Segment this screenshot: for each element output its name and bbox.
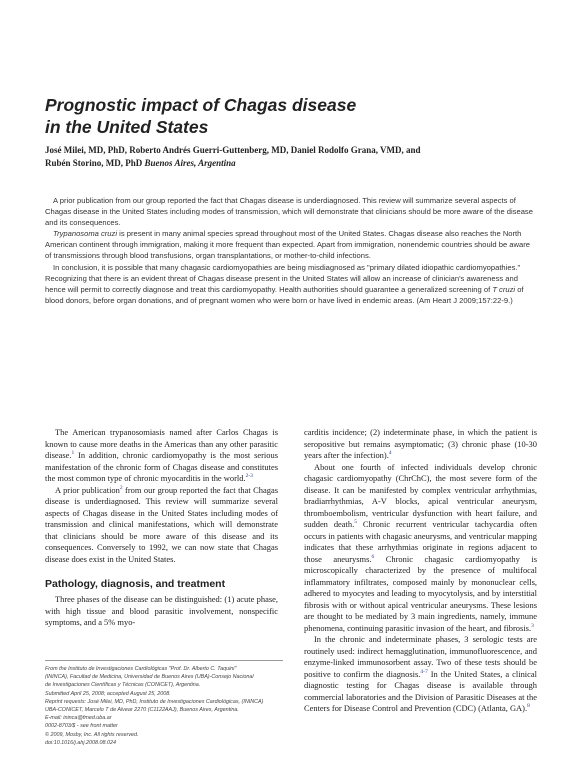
authors-line-2 — [45, 157, 545, 170]
body-paragraph-prior-publication — [45, 485, 278, 566]
footnote-line: © 2009, Mosby, Inc. All rights reserved. — [45, 731, 139, 738]
body-paragraph-chrchc — [304, 462, 537, 635]
body-paragraph-phases-cont — [304, 427, 537, 462]
citation-ref[interactable]: 4 — [388, 450, 392, 457]
body-right-column — [304, 427, 537, 715]
footnote-line: (ININCA), Facultad de Medicina, Universidad de Buenos Aires (UBA)-Consejo Nacional — [45, 674, 254, 681]
chrchc-text-c: Chronic chagasic cardiomyopathy is microscopically characterized by the presence of multifocal inflammatory infiltrates, composed mainly by mononuclear cells, adhered to myocytes and leading to myocytolysis, and by interstitial fibrosis with or without apical ventricular aneurysms. These lesions are thought to be mediated by 3 main ingredients, namely, immune phenomena, continuing parasitic invasion of the heart, and fibrosis. — [304, 553, 537, 633]
citation-ref[interactable]: 1 — [71, 450, 75, 457]
prior-text-a: A prior publication — [55, 484, 120, 495]
serology-text-a: In the chronic and indeterminate phases, 3 serologic tests are routinely used: indirect hemagglutination, immunofluorescence, and enzyme-linked immunosorbent assay. Two of these tests should be positive to confirm the diagnosis. — [304, 634, 537, 679]
abstract-paragraph-3-text-b: of blood donors, before organ donations, and of pregnant women who were born or have lived in endemic areas. (Am Heart J 2009;157:22-9.) — [45, 284, 524, 305]
title-line-1: Prognostic impact of Chagas disease — [45, 95, 357, 115]
footnote-doi[interactable]: doi:10.1016/j.ahj.2008.08.024 — [45, 739, 117, 746]
footnote-line: de Investigaciones Científicas y Técnicas (CONICET), Argentina. — [45, 682, 201, 689]
footnote-line: 0002-8703/$ - see front matter — [45, 723, 118, 730]
body-paragraph-phases: Three phases of the disease can be distinguished: (1) acute phase, with high tissue and blood parasitic involvement, nonspecific symptoms, and a 5% myo- — [45, 594, 278, 627]
title-line-2: in the United States — [45, 117, 209, 137]
abstract-paragraph-2-text: is present in many animal species spread throughout most of the United States. Chagas disease also reaches the North American continent through immigration, making it more frequent than expected. Apart from immigration, nonendemic countries should be aware of transmissions through blood transfusions, organ transplantations, or mother-to-child infections. — [45, 229, 530, 261]
abstract-paragraph-3-text-a: In conclusion, it is possible that many chagasic cardiomyopathies are being misdiagnosed as "primary dilated idiopathic cardiomyopathies." Recognizing that there is an evident threat of Chagas disease present in the United States will allow an increase of clinician's awareness and hence will permit to correctly diagnose and treat this cardiomyopathy. Health authorities should guarantee a generalized screening of — [45, 262, 521, 294]
author-location: Buenos Aires, Argentina — [144, 158, 236, 168]
citation-ref[interactable]: 8 — [527, 703, 530, 710]
citation-ref[interactable]: 2 — [119, 484, 123, 491]
body-paragraph-intro — [45, 427, 278, 485]
authors-line-2-names: Rubén Storino, MD, PhD — [45, 158, 143, 168]
citation-ref[interactable]: 4-7 — [420, 668, 428, 675]
footnote-line: Submitted April 25, 2008; accepted August 25, 2008. — [45, 690, 171, 697]
citation-ref[interactable]: 6 — [371, 553, 375, 560]
chrchc-text-a: About one fourth of infected individuals develop chronic chagasic cardiomyopathy (ChrChC), the most severe form of the disease. It can be manifested by complex ventricular arrhythmias, bradiarrhythmias, A-V blocks, apical ventricular aneurysm, thromboembolism, ventricular dysfunction with heart failure, and sudden death. — [304, 461, 537, 529]
footnote-block — [45, 665, 285, 747]
footnote-email[interactable]: E-mail: ininca@fmed.uba.ar — [45, 715, 112, 722]
intro-text-a: The American trypanosomiasis named after Carlos Chagas is known to cause more deaths in the Americas than any other parasitic disease. — [45, 427, 278, 460]
abstract-paragraph-1: A prior publication from our group reported the fact that Chagas disease is underdiagnosed. This review will summarize several aspects of Chagas disease in the United States including modes of transmission, which will demonstrate that clinicians should be more aware of the disease and its consequences. — [45, 196, 533, 228]
abstract-paragraph-2 — [45, 228, 537, 261]
footnote-line: From the Instituto de Investigaciones Cardiológicas "Prof. Dr. Alberto C. Taquini" — [45, 666, 237, 672]
author-list — [45, 144, 545, 170]
abstract-paragraph-3 — [45, 262, 537, 306]
citation-ref[interactable]: 3 — [531, 622, 534, 629]
body-paragraph-serology — [304, 634, 537, 715]
section-heading: Pathology, diagnosis, and treatment — [45, 578, 226, 590]
body-left-column — [45, 427, 278, 629]
authors-line-1: José Milei, MD, PhD, Roberto Andrés Guerri-Guttenberg, MD, Daniel Rodolfo Grana, VMD, and — [45, 145, 421, 155]
abstract-species-name: Trypanosoma cruzi — [53, 229, 118, 239]
citation-ref[interactable]: 5 — [354, 519, 357, 526]
footnote-line: UBA-CONICET, Marcelo T de Alvear 2270 (C1122AAJ), Buenos Aires, Argentina. — [45, 707, 239, 714]
footnote-line: Reprint requests: José Milei, MD, PhD, Instituto de Investigaciones Cardiológicas, (ININCA) — [45, 698, 264, 705]
article-title — [45, 94, 465, 138]
intro-text-b: In addition, chronic cardiomyopathy is the most serious manifestation of the chronic form of Chagas disease and constitutes the most common type of chronic myocarditis in the world. — [45, 450, 278, 483]
serology-text-b: In the United States, a clinical diagnostic testing for Chagas disease is available through commercial laboratories and the Division of Parasitic Diseases at the Centers for Disease Control and Prevention (CDC) (Atlanta, GA). — [304, 668, 537, 713]
phases-cont-text: carditis incidence; (2) indeterminate phase, in which the patient is seropositive but remains asymptomatic; (3) chronic phase (10-30 years after the infection). — [304, 427, 537, 460]
citation-ref[interactable]: 2-3 — [245, 473, 253, 480]
footnote-divider — [45, 660, 283, 661]
chrchc-text-b: Chronic recurrent ventricular tachycardia often occurs in patients with chagasic aneurysms, and ventricular mapping indicates that these arrhythmias originate in regions adjacent to those aneurysms. — [304, 519, 537, 564]
abstract — [45, 195, 537, 306]
abstract-species-abbrev: T cruzi — [492, 284, 516, 294]
prior-text-b: from our group reported the fact that Chagas disease is underdiagnosed. This review will summarize several aspects of Chagas disease in the United States including modes of transmission and clinical manifestations, which will demonstrate that clinicians should be more aware of this disease and its consequences. Conversely to 1992, we can now state that Chagas disease does exist in the United States. — [45, 484, 278, 564]
